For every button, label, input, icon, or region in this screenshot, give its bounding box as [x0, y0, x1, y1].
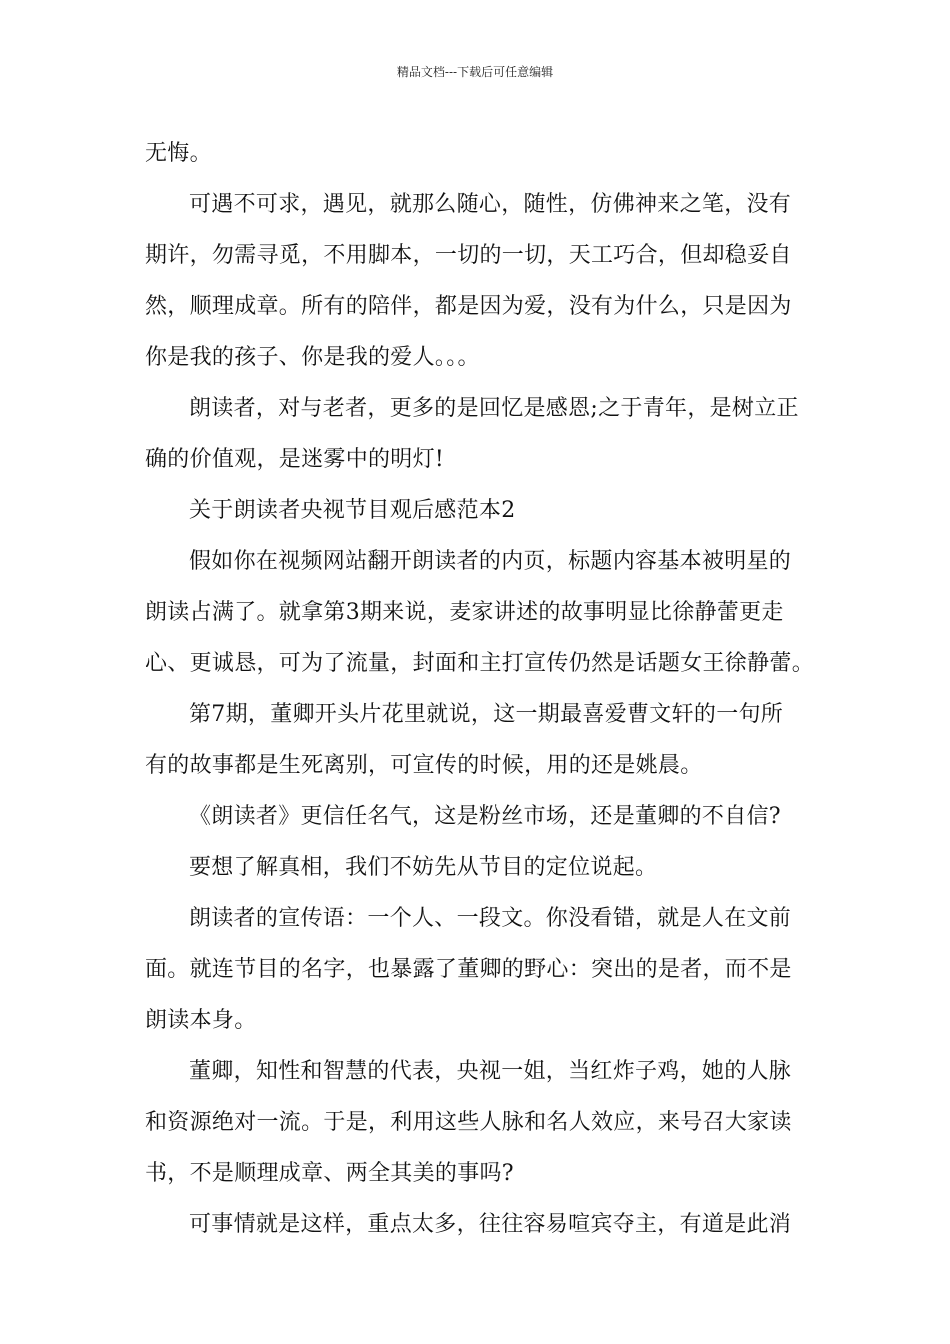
text-line: 然，顺理成章。所有的陪伴，都是因为爱，没有为什么，只是因为 — [145, 294, 792, 319]
text-line: 无悔。 — [145, 141, 212, 166]
text-line: 可事情就是这样，重点太多，往往容易喧宾夺主，有道是此消 — [189, 1212, 792, 1237]
text-line: 你是我的孩子、你是我的爱人。。。 — [145, 345, 480, 370]
text-line: 《朗读者》更信任名气，这是粉丝市场，还是董卿的不自信? — [189, 804, 781, 829]
text-line: 心、更诚恳，可为了流量，封面和主打宣传仍然是话题女王徐静蕾。 — [145, 651, 815, 676]
text-line: 朗读占满了。就拿第3期来说，麦家讲述的故事明显比徐静蕾更走 — [145, 600, 784, 625]
text-line: 有的故事都是生死离别，可宣传的时候，用的还是姚晨。 — [145, 753, 703, 778]
text-line: 可遇不可求，遇见，就那么随心，随性，仿佛神来之笔，没有 — [189, 192, 792, 217]
text-line: 面。就连节目的名字，也暴露了董卿的野心：突出的是者，而不是 — [145, 957, 792, 982]
document-body — [145, 128, 815, 1250]
text-line: 朗读者，对与老者，更多的是回忆是感恩;之于青年，是树立正 — [189, 396, 799, 421]
text-line: 要想了解真相，我们不妨先从节目的定位说起。 — [189, 855, 658, 880]
text-line: 董卿，知性和智慧的代表，央视一姐，当红炸子鸡，她的人脉 — [189, 1059, 792, 1084]
text-line: 第7期，董卿开头片花里就说，这一期最喜爱曹文轩的一句所 — [189, 702, 784, 727]
text-line: 和资源绝对一流。于是，利用这些人脉和名人效应，来号召大家读 — [145, 1110, 792, 1135]
text-line: 期许，勿需寻觅，不用脚本，一切的一切，天工巧合，但却稳妥自 — [145, 243, 792, 268]
text-line: 确的价值观，是迷雾中的明灯! — [145, 447, 445, 472]
page-header: 精品文档---下载后可任意编辑 — [396, 65, 554, 79]
text-line: 书，不是顺理成章、两全其美的事吗? — [145, 1161, 514, 1186]
text-line: 朗读本身。 — [145, 1008, 257, 1033]
text-line: 假如你在视频网站翻开朗读者的内页，标题内容基本被明星的 — [189, 549, 792, 574]
text-line: 朗读者的宣传语：一个人、一段文。你没看错，就是人在文前 — [189, 906, 792, 931]
section-heading: 关于朗读者央视节目观后感范本2 — [189, 498, 516, 523]
